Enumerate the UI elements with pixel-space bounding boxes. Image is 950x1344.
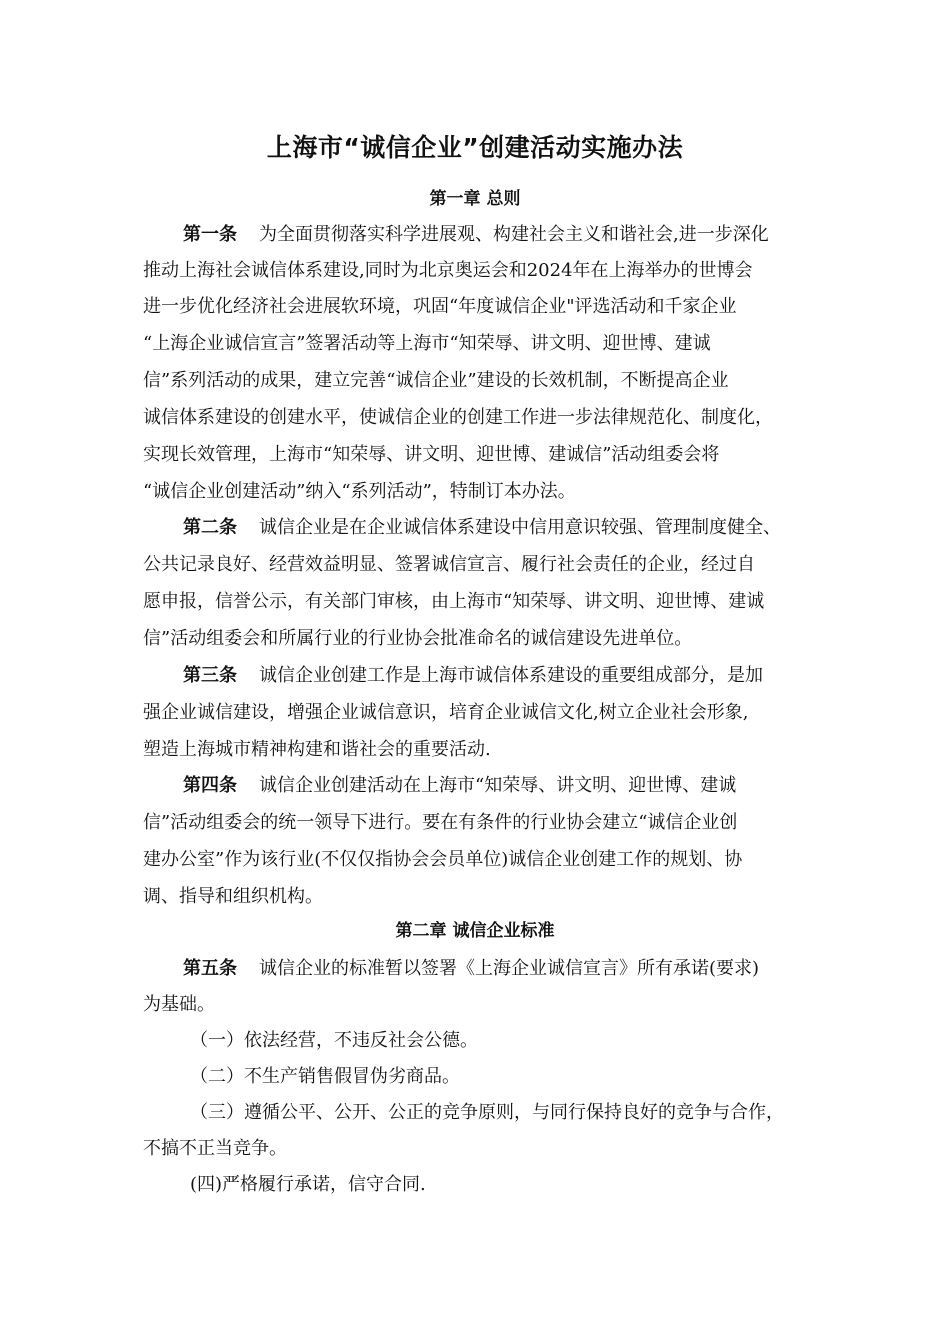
article-1-line-3: 进一步优化经济社会进展软环境，巩固“年度诚信企业"评选活动和千家企业: [143, 296, 737, 317]
article-3-first-line: [183, 662, 763, 690]
article-5-line-2: 为基础。: [143, 994, 215, 1015]
article-1-line-2: 推动上海社会诚信体系建设,同时为北京奥运会和2024年在上海举办的世博会: [143, 260, 753, 281]
article-1-line-8: “诚信企业创建活动”纳入“系列活动”，特制订本办法。: [143, 481, 576, 502]
article-2-line-4: 信”活动组委会和所属行业的行业协会批准命名的诚信建设先进单位。: [143, 628, 693, 649]
standard-item-3: （三）遵循公平、公开、公正的竞争原则，与同行保持良好的竞争与合作，: [190, 1102, 784, 1123]
article-1-label: 第一条: [183, 224, 237, 245]
article-1-line-7: 实现长效管理，上海市“知荣辱、讲文明、迎世博、建诚信”活动组委会将: [143, 444, 720, 465]
article-4-line-2: 信”活动组委会的统一领导下进行。要在有条件的行业协会建立“诚信企业创: [143, 812, 738, 833]
article-1-line-5: 信”系列活动的成果，建立完善“诚信企业”建设的长效机制，不断提高企业: [143, 370, 729, 391]
article-4-line-4: 调、指导和组织机构。: [143, 886, 323, 907]
article-5-first-line: [183, 955, 759, 983]
article-3-line-2: 强企业诚信建设，增强企业诚信意识，培育企业诚信文化,树立企业社会形象,: [143, 702, 749, 723]
standard-item-3-line-2: 不搞不正当竞争。: [143, 1138, 287, 1159]
article-2-text: 诚信企业是在企业诚信体系建设中信用意识较强、管理制度健全、: [259, 517, 781, 538]
chapter-heading-2: 第二章 诚信企业标准: [395, 921, 555, 941]
article-2-line-3: 愿申报，信誉公示，有关部门审核，由上海市“知荣辱、讲文明、迎世博、建诚: [143, 591, 765, 612]
standard-item-1: （一）依法经营，不违反社会公德。: [190, 1030, 478, 1051]
article-4-text: 诚信企业创建活动在上海市“知荣辱、讲文明、迎世博、建诚: [259, 775, 737, 796]
article-1-first-line: [183, 221, 769, 249]
article-2-first-line: [183, 514, 781, 542]
article-2-label: 第二条: [183, 517, 237, 538]
document-title: 上海市“诚信企业”创建活动实施办法: [266, 133, 684, 162]
article-2-line-2: 公共记录良好、经营效益明显、签署诚信宣言、履行社会责任的企业，经过自: [143, 554, 755, 575]
standard-item-2: （二）不生产销售假冒伪劣商品。: [190, 1066, 460, 1087]
article-4-first-line: [183, 772, 736, 800]
standard-item-4: (四)严格履行承诺，信守合同.: [190, 1174, 426, 1195]
article-5-text: 诚信企业的标准暂以签署《上海企业诚信宣言》所有承诺(要求): [259, 958, 760, 979]
article-5-label: 第五条: [183, 958, 237, 979]
article-3-label: 第三条: [183, 665, 237, 686]
article-1-line-6: 诚信体系建设的创建水平，使诚信企业的创建工作进一步法律规范化、制度化，: [143, 407, 773, 428]
article-3-line-3: 塑造上海城市精神构建和谐社会的重要活动.: [143, 739, 491, 760]
article-4-line-3: 建办公室”作为该行业(不仅仅指协会会员单位)诚信企业创建工作的规划、协: [143, 849, 743, 870]
article-4-label: 第四条: [183, 775, 237, 796]
article-3-text: 诚信企业创建工作是上海市诚信体系建设的重要组成部分，是加: [259, 665, 763, 686]
article-1-line-4: “上海企业诚信宣言”签署活动等上海市“知荣辱、讲文明、迎世博、建诚: [143, 333, 711, 354]
chapter-heading-1: 第一章 总则: [429, 189, 521, 209]
article-1-text: 为全面贯彻落实科学进展观、构建社会主义和谐社会,进一步深化: [259, 224, 769, 245]
